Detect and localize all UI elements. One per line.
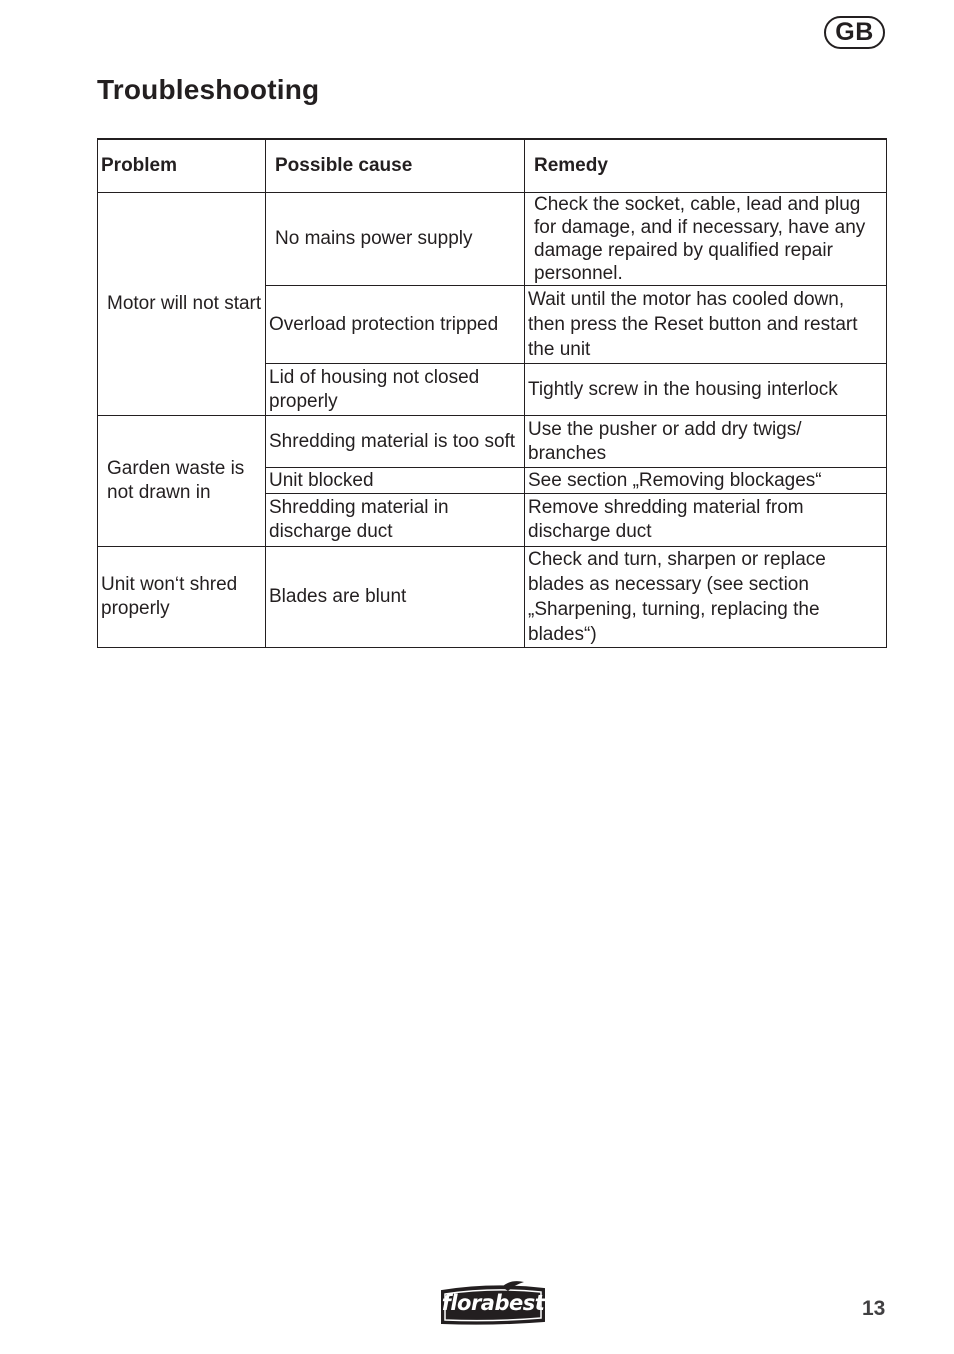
table-header-row — [98, 139, 887, 193]
table-row — [98, 547, 887, 648]
cause-cell: Shredding material is too soft — [266, 416, 525, 468]
cause-cell: Blades are blunt — [266, 547, 525, 648]
problem-cell: Garden waste is not drawn in — [98, 416, 266, 547]
language-badge-label: GB — [835, 18, 874, 46]
cause-cell: No mains power supply — [266, 193, 525, 286]
header-remedy: Remedy — [525, 139, 887, 193]
remedy-cell: See section „Removing blockages“ — [525, 468, 887, 494]
cause-cell: Shredding material in discharge duct — [266, 494, 525, 547]
remedy-cell: Wait until the motor has cooled down, then press the Reset button and restart the unit — [525, 286, 887, 364]
remedy-cell: Check the socket, cable, lead and plug for damage, and if necessary, have any damage repaired by qualified repair personnel. — [525, 193, 887, 286]
troubleshooting-table — [97, 138, 887, 648]
remedy-cell: Check and turn, sharpen or replace blades as necessary (see section „Sharpening, turning, replacing the blades“) — [525, 547, 887, 648]
problem-cell: Motor will not start — [98, 193, 266, 416]
florabest-logo — [438, 1281, 548, 1326]
header-possible-cause: Possible cause — [266, 139, 525, 193]
brand-name: florabest — [441, 1291, 545, 1315]
remedy-cell: Remove shredding material from discharge duct — [525, 494, 887, 547]
page-title: Troubleshooting — [97, 74, 320, 105]
problem-cell: Unit won‘t shred properly — [98, 547, 266, 648]
cause-cell: Unit blocked — [266, 468, 525, 494]
header-problem: Problem — [98, 139, 266, 193]
remedy-cell: Use the pusher or add dry twigs/ branches — [525, 416, 887, 468]
remedy-cell: Tightly screw in the housing interlock — [525, 364, 887, 416]
cause-cell: Lid of housing not closed properly — [266, 364, 525, 416]
table-row — [98, 193, 887, 286]
language-badge — [824, 16, 885, 49]
cause-cell: Overload protection tripped — [266, 286, 525, 364]
page-number: 13 — [862, 1297, 886, 1320]
table-row — [98, 416, 887, 468]
